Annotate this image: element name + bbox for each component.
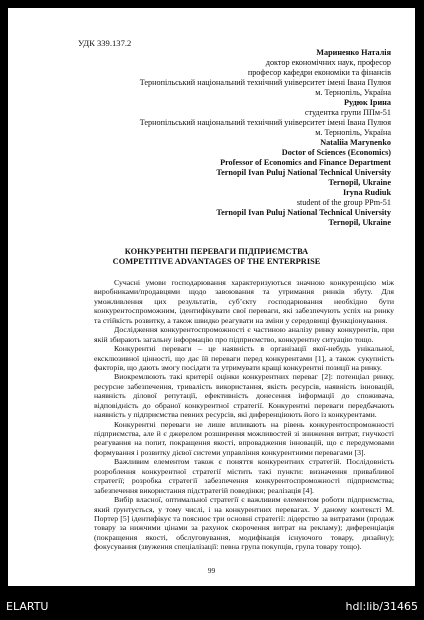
page-content	[8, 8, 415, 586]
article-titles	[38, 247, 395, 267]
author-line: м. Тернопіль, Україна	[315, 88, 391, 97]
body-paragraph: Виокремлюють такі критерії оцінки конкурентних переваг [2]: потенціал ринку, ресурсне забезпечення, тривалість використання, якість ресурсів, наявність інновацій, наявність ділової репутації, ефективність донесення інформації до споживача, відповідність до обраної конкурентної стратегії. Конкурентні переваги передбачають наявність у підприємства певних ресурсів, які диференціюють його із конкурентами.	[94, 372, 394, 420]
author-line: Ternopil Ivan Puluj National Technical University	[216, 168, 391, 177]
body-paragraph: Конкурентні переваги – це наявність в організації якої-небудь унікальної, ексклюзивної цінності, що дає їй переваги перед конкурентами [1], а також сукупність факторів, що дають змогу посідати та утримувати кращі конкурентні позиції на ринку.	[94, 344, 394, 372]
author-line: student of the group PPm-51	[296, 198, 391, 207]
article-body	[94, 278, 394, 552]
author-block	[71, 48, 391, 228]
author-line: професор кафедри економіки та фінансів	[247, 68, 391, 77]
author-line: Professor of Economics and Finance Department	[220, 158, 391, 167]
author-line: Ternopil, Ukraine	[328, 178, 391, 187]
page-number: 99	[207, 566, 216, 575]
author-line: студентка групи ППм-51	[304, 108, 391, 117]
udc-code: УДК 339.137.2	[78, 38, 132, 48]
author-line: Nataliia Marynenko	[320, 138, 391, 147]
body-paragraph: Вибір власної, оптимальної стратегії є важливим елементом роботи підприємства, який ґрунтується, у тому числі, і на конкурентних перевагах. У даному контексті М. Портер [5] ідентифікує та пояснює три основні стратегії: лідерство за витратами (продаж товару за нижчими цінами за рахунок скорочення витрат на рекламу); диференціація (покращення якості, обслуговування, модифікація існуючого товару, дизайну); фокусування (звуження спеціалізації: певна група покупців, група товару тощо).	[94, 495, 394, 552]
author-line: Тернопільський національний технічний університет імені Івана Пулюя	[139, 118, 391, 127]
body-paragraph: Дослідження конкурентоспроможності є частиною аналізу ринку конкурентів, при якій збирають загальну інформацію про підприємство, конкурентну ситуацію тощо.	[94, 325, 394, 344]
author-line: Ternopil Ivan Puluj National Technical University	[216, 208, 391, 217]
body-paragraph: Важливим елементом також є поняття конкурентних стратегій. Послідовність розроблення конкурентної стратегії містить такі пункти: визначення привабливої стратегії; розробка стратегії забезпечення конкурентоспроможності підприємства; забезпечення використання підстратегій поведінки; реалізація [4].	[94, 457, 394, 495]
title-english: COMPETITIVE ADVANTAGES OF THE ENTERPRISE	[112, 257, 321, 266]
body-paragraph: Конкурентні переваги не лише впливають на рівень конкурентоспроможності підприємства, але й є джерелом розширення можливостей зі зниження витрат, гнучкості реагування на попит, покращення якості, впровадження інновацій, що є передумовами формування і розвитку дієвої системи управління конкурентними перевагами [3].	[94, 419, 394, 457]
author-line: Iryna Rudiuk	[342, 188, 391, 197]
repository-footer	[0, 596, 424, 620]
body-paragraph: Сучасні умови господарювання характеризуються значною конкуренцією між виробниками/продавцями щодо завоювання та утримання ринків збуту. Для уможливлення цих результатів, суб’єкту господарювання необхідно бути конкурентоспроможним, ідентифікувати свої переваги, які забезпечують успіх на ринку та стійкість розвитку, а також швидко реагувати на зміни у середовищі функціонування.	[94, 278, 394, 325]
document-page	[8, 8, 415, 586]
author-line: доктор економічних наук, професор	[265, 58, 391, 67]
author-line: Тернопільський національний технічний університет імені Івана Пулюя	[139, 78, 391, 87]
title-ukrainian: КОНКУРЕНТНІ ПЕРЕВАГИ ПІДПРИЄМСТВА	[124, 247, 309, 256]
author-line: м. Тернопіль, Україна	[315, 128, 391, 137]
author-line: Doctor of Sciences (Economics)	[281, 148, 391, 157]
author-line: Ternopil, Ukraine	[328, 218, 391, 227]
handle-identifier: hdl:lib/31465	[345, 600, 418, 613]
author-line: Мариненко Наталія	[316, 48, 391, 57]
author-line: Рудюк Ірина	[343, 98, 391, 107]
repository-name: ELARTU	[6, 600, 49, 613]
